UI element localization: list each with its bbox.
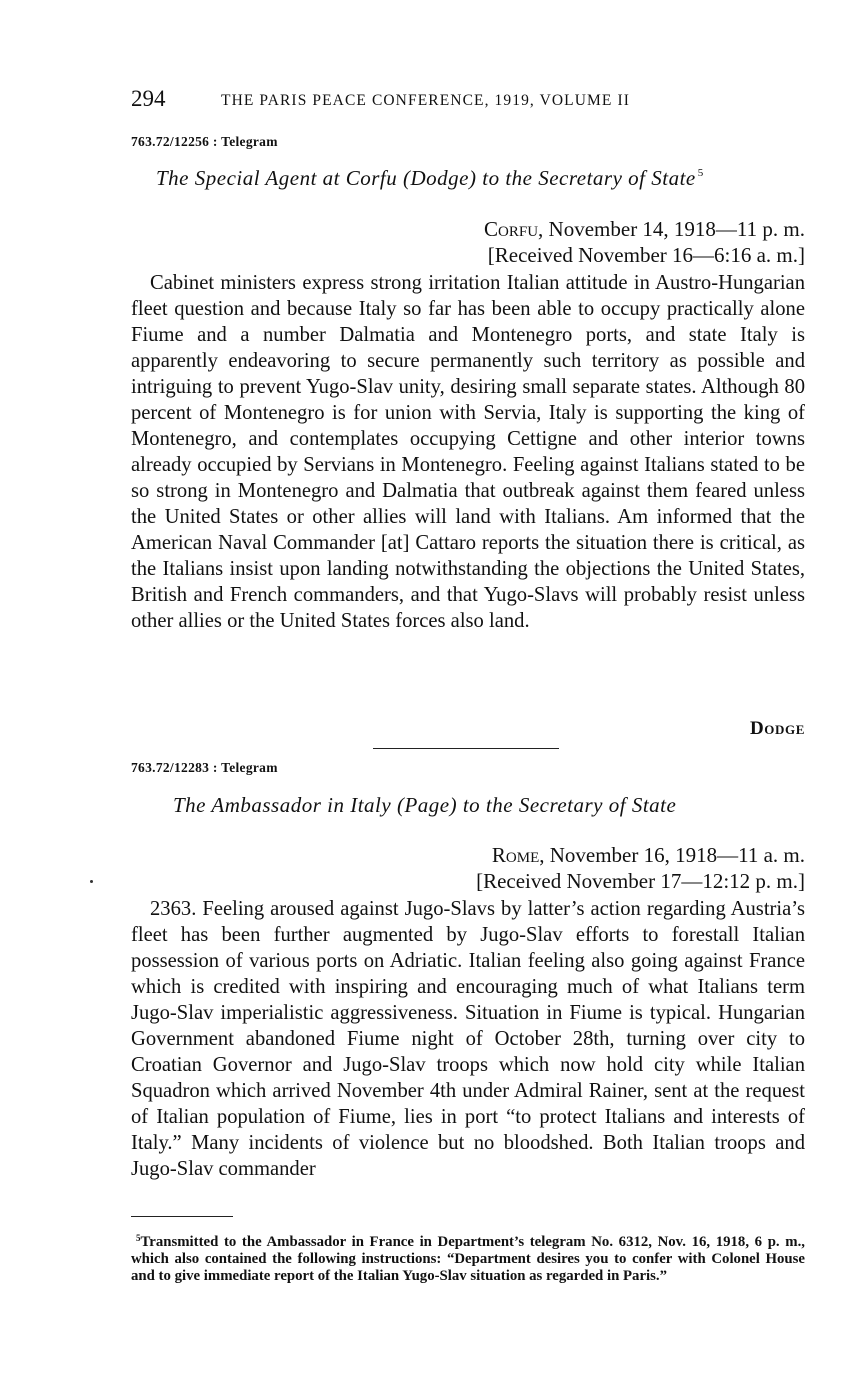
footnote bbox=[131, 1230, 805, 1285]
file-reference-1: 763.72/12256 : Telegram bbox=[131, 134, 278, 149]
footnote-mark: 5 bbox=[136, 1233, 141, 1243]
dateline-1-place: Corfu bbox=[484, 217, 539, 241]
telegram-body-2: 2363. Feeling aroused against Jugo-Slavs by latter’s action regarding Austria’s fleet has been further augmented by Jugo-Slav efforts to forestall Italian possession of various ports on Adriatic. Italian feeling also going against France which is credited with inspiring and encouraging much of what Italians term Jugo-Slav imperialistic aggressiveness. Situation in Fiume is typical. Hungarian Government abandoned Fiume night of October 28th, turning over city to Croatian Governor and Jugo-Slav troops which now hold city while Italian Squadron which arrived November 4th under Admiral Rainer, sent at the request of Italian population of Fiume, lies in port “to protect Italians and interests of Italy.” Many incidents of violence but no bloodshed. Both Italian troops and Jugo-Slav commander bbox=[131, 898, 805, 1180]
document-title-1 bbox=[156, 166, 704, 191]
dateline-2-date: , November 16, 1918—11 a. m. bbox=[539, 843, 805, 867]
signature-dodge: Dodge bbox=[749, 718, 805, 739]
dateline-2-place: Rome bbox=[491, 843, 540, 867]
footnote-rule bbox=[131, 1216, 233, 1217]
dateline-1 bbox=[484, 216, 805, 268]
scan-speck bbox=[90, 880, 93, 883]
running-head bbox=[131, 86, 805, 116]
dateline-1-date: , November 14, 1918—11 p. m. bbox=[538, 217, 805, 241]
document-title-1-text: The Special Agent at Corfu (Dodge) to the Secretary of State bbox=[156, 166, 696, 190]
dateline-2 bbox=[476, 842, 805, 894]
dateline-2-received: [Received November 17—12:12 p. m.] bbox=[476, 869, 805, 893]
dateline-1-sent bbox=[484, 216, 805, 242]
document-title-2: The Ambassador in Italy (Page) to the Secretary of State bbox=[173, 793, 677, 817]
section-divider bbox=[373, 748, 559, 749]
footnote-reference-mark: 5 bbox=[697, 167, 704, 179]
dateline-1-received: [Received November 16—6:16 a. m.] bbox=[487, 243, 805, 267]
page-number: 294 bbox=[131, 86, 166, 111]
running-head-title: THE PARIS PEACE CONFERENCE, 1919, VOLUME II bbox=[221, 92, 630, 109]
dateline-2-sent bbox=[476, 842, 805, 868]
telegram-body-1: Cabinet ministers express strong irritation Italian attitude in Austro-Hungarian fleet question and because Italy so far has been able to occupy practically alone Fiume and a number Dalmatia and Montenegro ports, and state Italy is apparently endeavoring to secure permanently such territory as possible and intriguing to prevent Yugo-Slav unity, desiring small separate states. Although 80 percent of Montenegro is for union with Servia, Italy is supporting the king of Montenegro, and contemplates occupying Cettigne and other interior towns already occupied by Servians in Montenegro. Feeling against Italians stated to be so strong in Montenegro and Dalmatia that outbreak against them feared unless the United States or other allies will land with Italians. Am informed that the American Naval Commander [at] Cattaro reports the situation there is critical, as the Italians insist upon landing notwithstanding the objections the United States, British and French commanders, and that Yugo-Slavs will probably resist unless other allies or the United States forces also land. bbox=[131, 272, 805, 632]
footnote-text: Transmitted to the Ambassador in France in Department’s telegram No. 6312, Nov. 16, 1918, 6 p. m., which also contained the following instructions: “Department desires you to confer with Colonel House and to give immediate report of the Italian Yugo-Slav situation as regarded in Paris.” bbox=[131, 1234, 805, 1284]
file-reference-2: 763.72/12283 : Telegram bbox=[131, 760, 278, 775]
